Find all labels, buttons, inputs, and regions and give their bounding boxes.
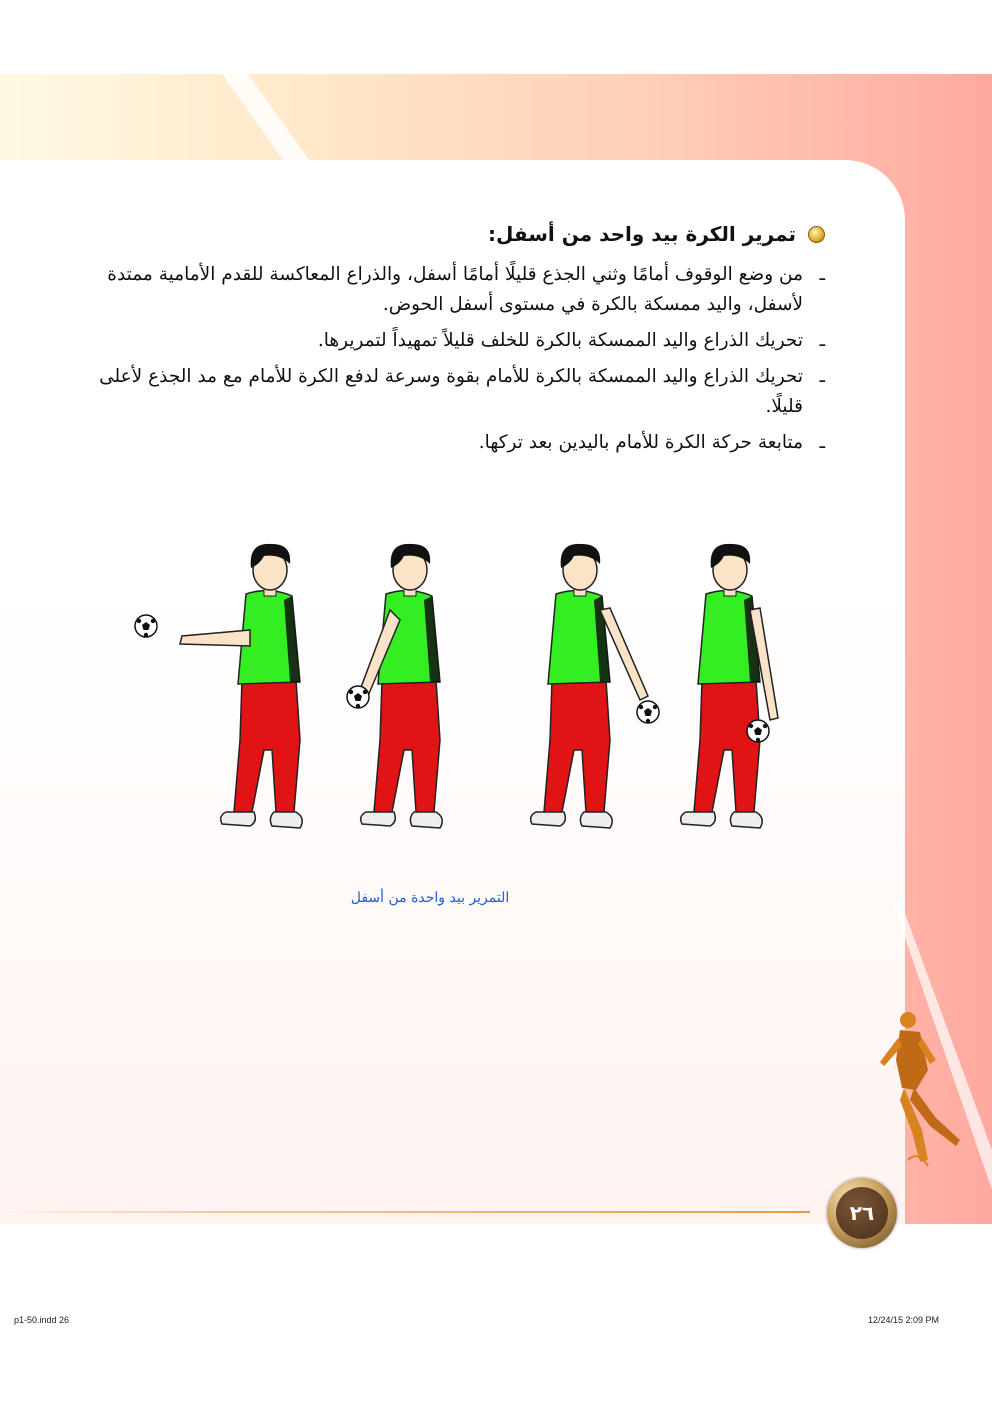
steps-list bbox=[80, 260, 825, 458]
list-item bbox=[80, 362, 825, 422]
decorative-diagonal-stripe bbox=[0, 74, 992, 164]
list-item-text: تحريك الذراع واليد الممسكة بالكرة للأمام بقوة وسرعة لدفع الكرة للأمام مع مد الجذع لأعلى قليلًا. bbox=[99, 366, 803, 417]
list-item-text: من وضع الوقوف أمامًا وثني الجذع قليلًا أمامًا أسفل، والذراع المعاكسة للقدم الأمامية ممتدة لأسفل، واليد ممسكة بالكرة في مستوى أسفل الحوض. bbox=[107, 264, 803, 315]
runner-silhouette-icon bbox=[870, 1010, 965, 1170]
passing-sequence-illustration bbox=[120, 540, 820, 850]
list-item-text: تحريك الذراع واليد الممسكة بالكرة للخلف قليلاً تمهيداً لتمريرها. bbox=[317, 330, 803, 351]
footer-divider bbox=[0, 1211, 810, 1213]
print-slug-date: 12/24/15 2:09 PM bbox=[868, 1315, 940, 1325]
list-item bbox=[80, 260, 825, 320]
lesson-text bbox=[80, 222, 825, 464]
section-heading bbox=[80, 222, 825, 246]
page-number: ٢٦ bbox=[836, 1187, 888, 1239]
list-dash: ـ bbox=[819, 366, 825, 387]
list-dash: ـ bbox=[819, 264, 825, 285]
list-dash: ـ bbox=[819, 330, 825, 351]
section-heading-text: تمرير الكرة بيد واحد من أسفل: bbox=[488, 222, 796, 246]
bullet-circle-icon bbox=[808, 226, 825, 243]
page-number-badge bbox=[827, 1178, 897, 1248]
list-dash: ـ bbox=[819, 432, 825, 453]
list-item bbox=[80, 428, 825, 458]
list-item-text: متابعة حركة الكرة للأمام باليدين بعد تركها. bbox=[478, 432, 803, 453]
print-slug-file: p1-50.indd 26 bbox=[14, 1315, 70, 1325]
figure-caption: التمرير بيد واحدة من أسفل bbox=[350, 890, 510, 906]
list-item bbox=[80, 326, 825, 356]
